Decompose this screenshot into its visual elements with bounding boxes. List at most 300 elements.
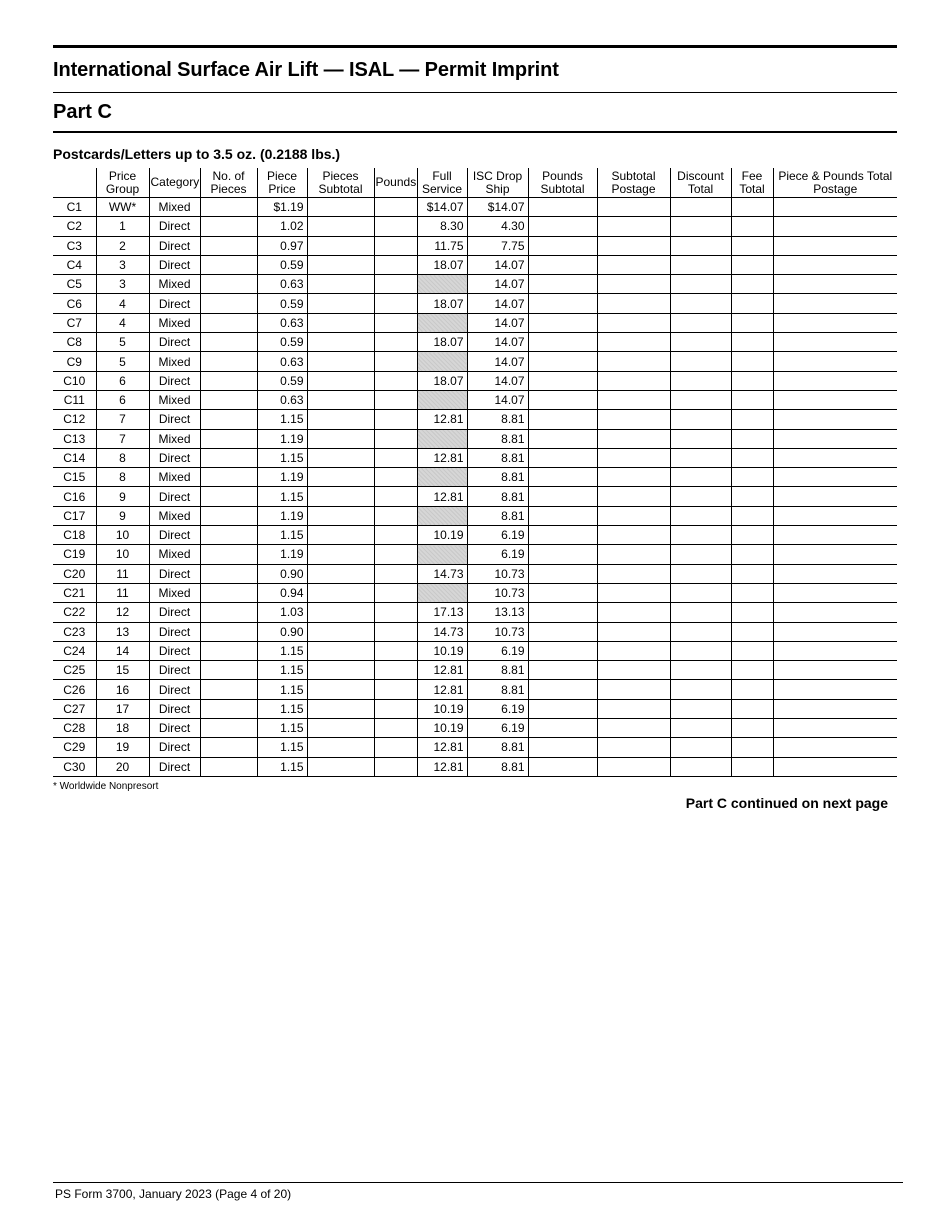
- fee-total-cell[interactable]: [731, 390, 773, 409]
- subtotal-postage-cell[interactable]: [597, 333, 670, 352]
- total-postage-cell[interactable]: [773, 603, 897, 622]
- subtotal-postage-cell[interactable]: [597, 641, 670, 660]
- fee-total-cell[interactable]: [731, 255, 773, 274]
- fee-total-cell[interactable]: [731, 468, 773, 487]
- no-of-pieces-cell[interactable]: [200, 468, 257, 487]
- pounds-subtotal-cell[interactable]: [528, 661, 597, 680]
- pieces-subtotal-cell[interactable]: [307, 719, 374, 738]
- pounds-cell[interactable]: [374, 506, 417, 525]
- total-postage-cell[interactable]: [773, 526, 897, 545]
- table-row: [53, 506, 897, 525]
- no-of-pieces-cell[interactable]: [200, 236, 257, 255]
- fee-total-cell[interactable]: [731, 313, 773, 332]
- pounds-subtotal-cell[interactable]: [528, 448, 597, 467]
- piece-price-cell: 1.15: [257, 661, 307, 680]
- pieces-subtotal-cell[interactable]: [307, 468, 374, 487]
- total-postage-cell[interactable]: [773, 448, 897, 467]
- table-row: [53, 236, 897, 255]
- fee-total-cell[interactable]: [731, 583, 773, 602]
- pounds-cell[interactable]: [374, 294, 417, 313]
- line-number-cell: C28: [53, 719, 96, 738]
- table-row: [53, 217, 897, 236]
- pieces-subtotal-cell[interactable]: [307, 198, 374, 217]
- discount-total-cell[interactable]: [670, 680, 731, 699]
- pounds-cell[interactable]: [374, 371, 417, 390]
- full-service-cell: 12.81: [417, 738, 467, 757]
- piece-price-cell: 1.15: [257, 487, 307, 506]
- pounds-subtotal-cell[interactable]: [528, 390, 597, 409]
- piece-price-cell: 0.90: [257, 564, 307, 583]
- pounds-cell[interactable]: [374, 313, 417, 332]
- total-postage-cell[interactable]: [773, 217, 897, 236]
- no-of-pieces-cell[interactable]: [200, 390, 257, 409]
- pieces-subtotal-cell[interactable]: [307, 275, 374, 294]
- discount-total-cell[interactable]: [670, 738, 731, 757]
- pounds-subtotal-cell[interactable]: [528, 313, 597, 332]
- no-of-pieces-cell[interactable]: [200, 429, 257, 448]
- total-postage-cell[interactable]: [773, 313, 897, 332]
- subtotal-postage-cell[interactable]: [597, 680, 670, 699]
- fee-total-cell[interactable]: [731, 487, 773, 506]
- piece-price-cell: 1.19: [257, 506, 307, 525]
- fee-total-cell[interactable]: [731, 506, 773, 525]
- pounds-cell[interactable]: [374, 255, 417, 274]
- pounds-subtotal-cell[interactable]: [528, 333, 597, 352]
- price-group-cell: 4: [96, 313, 149, 332]
- pounds-cell[interactable]: [374, 198, 417, 217]
- discount-total-cell[interactable]: [670, 275, 731, 294]
- pounds-cell[interactable]: [374, 468, 417, 487]
- no-of-pieces-cell[interactable]: [200, 526, 257, 545]
- line-number-cell: C14: [53, 448, 96, 467]
- no-of-pieces-cell[interactable]: [200, 719, 257, 738]
- fee-total-cell[interactable]: [731, 699, 773, 718]
- pounds-subtotal-cell[interactable]: [528, 352, 597, 371]
- no-of-pieces-cell[interactable]: [200, 622, 257, 641]
- subtotal-postage-cell[interactable]: [597, 564, 670, 583]
- total-postage-cell[interactable]: [773, 255, 897, 274]
- subtotal-postage-cell[interactable]: [597, 255, 670, 274]
- discount-total-cell[interactable]: [670, 526, 731, 545]
- pieces-subtotal-cell[interactable]: [307, 410, 374, 429]
- pieces-subtotal-cell[interactable]: [307, 313, 374, 332]
- subtotal-postage-cell[interactable]: [597, 352, 670, 371]
- pounds-subtotal-cell[interactable]: [528, 198, 597, 217]
- price-group-cell: 18: [96, 719, 149, 738]
- price-group-cell: 6: [96, 371, 149, 390]
- subtotal-postage-cell[interactable]: [597, 468, 670, 487]
- discount-total-cell[interactable]: [670, 371, 731, 390]
- full-service-shaded-cell: [417, 275, 467, 294]
- total-postage-cell[interactable]: [773, 545, 897, 564]
- discount-total-cell[interactable]: [670, 333, 731, 352]
- pounds-subtotal-cell[interactable]: [528, 429, 597, 448]
- pieces-subtotal-cell[interactable]: [307, 583, 374, 602]
- isc-drop-ship-cell: 7.75: [467, 236, 528, 255]
- no-of-pieces-cell[interactable]: [200, 198, 257, 217]
- no-of-pieces-cell[interactable]: [200, 545, 257, 564]
- fee-total-cell[interactable]: [731, 680, 773, 699]
- table-row: [53, 468, 897, 487]
- pieces-subtotal-cell[interactable]: [307, 641, 374, 660]
- piece-price-cell: 1.15: [257, 680, 307, 699]
- pieces-subtotal-cell[interactable]: [307, 603, 374, 622]
- pounds-subtotal-cell[interactable]: [528, 719, 597, 738]
- isc-drop-ship-cell: 6.19: [467, 641, 528, 660]
- part-title: Part C: [53, 101, 112, 123]
- pounds-subtotal-cell[interactable]: [528, 603, 597, 622]
- total-postage-cell[interactable]: [773, 699, 897, 718]
- pieces-subtotal-cell[interactable]: [307, 526, 374, 545]
- full-service-cell: 8.30: [417, 217, 467, 236]
- pounds-cell[interactable]: [374, 410, 417, 429]
- pounds-cell[interactable]: [374, 448, 417, 467]
- category-cell: Mixed: [149, 352, 200, 371]
- discount-total-cell[interactable]: [670, 217, 731, 236]
- total-postage-cell[interactable]: [773, 333, 897, 352]
- pounds-subtotal-cell[interactable]: [528, 564, 597, 583]
- pounds-subtotal-cell[interactable]: [528, 545, 597, 564]
- total-postage-cell[interactable]: [773, 738, 897, 757]
- fee-total-cell[interactable]: [731, 526, 773, 545]
- category-cell: Direct: [149, 217, 200, 236]
- isc-drop-ship-cell: 8.81: [467, 757, 528, 776]
- fee-total-cell[interactable]: [731, 738, 773, 757]
- line-number-cell: C17: [53, 506, 96, 525]
- total-postage-cell[interactable]: [773, 757, 897, 776]
- total-postage-cell[interactable]: [773, 719, 897, 738]
- pieces-subtotal-cell[interactable]: [307, 371, 374, 390]
- no-of-pieces-cell[interactable]: [200, 564, 257, 583]
- no-of-pieces-cell[interactable]: [200, 661, 257, 680]
- fee-total-cell[interactable]: [731, 622, 773, 641]
- pounds-subtotal-cell[interactable]: [528, 371, 597, 390]
- category-cell: Direct: [149, 333, 200, 352]
- fee-total-cell[interactable]: [731, 333, 773, 352]
- pounds-subtotal-cell[interactable]: [528, 255, 597, 274]
- price-group-cell: 7: [96, 410, 149, 429]
- discount-total-cell[interactable]: [670, 294, 731, 313]
- discount-total-cell[interactable]: [670, 661, 731, 680]
- subtotal-postage-cell[interactable]: [597, 719, 670, 738]
- pounds-subtotal-cell[interactable]: [528, 468, 597, 487]
- no-of-pieces-cell[interactable]: [200, 757, 257, 776]
- category-cell: Mixed: [149, 313, 200, 332]
- pounds-cell[interactable]: [374, 564, 417, 583]
- fee-total-cell[interactable]: [731, 371, 773, 390]
- no-of-pieces-cell[interactable]: [200, 738, 257, 757]
- subtotal-postage-cell[interactable]: [597, 603, 670, 622]
- discount-total-cell[interactable]: [670, 198, 731, 217]
- category-cell: Direct: [149, 757, 200, 776]
- table-row: [53, 661, 897, 680]
- piece-price-cell: 0.63: [257, 390, 307, 409]
- discount-total-cell[interactable]: [670, 313, 731, 332]
- no-of-pieces-cell[interactable]: [200, 410, 257, 429]
- pounds-cell[interactable]: [374, 719, 417, 738]
- pounds-cell[interactable]: [374, 352, 417, 371]
- pieces-subtotal-cell[interactable]: [307, 217, 374, 236]
- fee-total-cell[interactable]: [731, 217, 773, 236]
- line-number-cell: C8: [53, 333, 96, 352]
- pieces-subtotal-cell[interactable]: [307, 294, 374, 313]
- pounds-cell[interactable]: [374, 487, 417, 506]
- pounds-cell[interactable]: [374, 429, 417, 448]
- no-of-pieces-cell[interactable]: [200, 641, 257, 660]
- pounds-subtotal-cell[interactable]: [528, 757, 597, 776]
- pieces-subtotal-cell[interactable]: [307, 699, 374, 718]
- total-postage-cell[interactable]: [773, 410, 897, 429]
- isc-drop-ship-cell: 14.07: [467, 333, 528, 352]
- pounds-cell[interactable]: [374, 680, 417, 699]
- discount-total-cell[interactable]: [670, 603, 731, 622]
- column-header-pounds-subtotal: Pounds Subtotal: [528, 168, 597, 198]
- pounds-cell[interactable]: [374, 738, 417, 757]
- pieces-subtotal-cell[interactable]: [307, 236, 374, 255]
- fee-total-cell[interactable]: [731, 429, 773, 448]
- discount-total-cell[interactable]: [670, 545, 731, 564]
- pounds-cell[interactable]: [374, 757, 417, 776]
- total-postage-cell[interactable]: [773, 198, 897, 217]
- pieces-subtotal-cell[interactable]: [307, 564, 374, 583]
- no-of-pieces-cell[interactable]: [200, 506, 257, 525]
- price-group-cell: 8: [96, 468, 149, 487]
- subtotal-postage-cell[interactable]: [597, 622, 670, 641]
- fee-total-cell[interactable]: [731, 603, 773, 622]
- pieces-subtotal-cell[interactable]: [307, 680, 374, 699]
- pounds-subtotal-cell[interactable]: [528, 641, 597, 660]
- category-cell: Direct: [149, 641, 200, 660]
- pounds-cell[interactable]: [374, 217, 417, 236]
- total-postage-cell[interactable]: [773, 371, 897, 390]
- discount-total-cell[interactable]: [670, 719, 731, 738]
- no-of-pieces-cell[interactable]: [200, 333, 257, 352]
- fee-total-cell[interactable]: [731, 641, 773, 660]
- column-header-pounds: Pounds: [374, 168, 417, 198]
- subtotal-postage-cell[interactable]: [597, 448, 670, 467]
- discount-total-cell[interactable]: [670, 506, 731, 525]
- subtotal-postage-cell[interactable]: [597, 410, 670, 429]
- table-row: [53, 622, 897, 641]
- total-postage-cell[interactable]: [773, 680, 897, 699]
- pieces-subtotal-cell[interactable]: [307, 333, 374, 352]
- no-of-pieces-cell[interactable]: [200, 603, 257, 622]
- pounds-cell[interactable]: [374, 699, 417, 718]
- piece-price-cell: $1.19: [257, 198, 307, 217]
- line-number-cell: C20: [53, 564, 96, 583]
- pounds-cell[interactable]: [374, 661, 417, 680]
- pounds-cell[interactable]: [374, 622, 417, 641]
- discount-total-cell[interactable]: [670, 390, 731, 409]
- pounds-cell[interactable]: [374, 526, 417, 545]
- pieces-subtotal-cell[interactable]: [307, 622, 374, 641]
- no-of-pieces-cell[interactable]: [200, 313, 257, 332]
- pounds-cell[interactable]: [374, 603, 417, 622]
- isc-drop-ship-cell: 8.81: [467, 448, 528, 467]
- subtotal-postage-cell[interactable]: [597, 526, 670, 545]
- line-number-cell: C29: [53, 738, 96, 757]
- no-of-pieces-cell[interactable]: [200, 487, 257, 506]
- discount-total-cell[interactable]: [670, 236, 731, 255]
- total-postage-cell[interactable]: [773, 564, 897, 583]
- total-postage-cell[interactable]: [773, 352, 897, 371]
- discount-total-cell[interactable]: [670, 352, 731, 371]
- pounds-subtotal-cell[interactable]: [528, 506, 597, 525]
- fee-total-cell[interactable]: [731, 294, 773, 313]
- pieces-subtotal-cell[interactable]: [307, 390, 374, 409]
- total-postage-cell[interactable]: [773, 468, 897, 487]
- discount-total-cell[interactable]: [670, 448, 731, 467]
- line-number-cell: C13: [53, 429, 96, 448]
- discount-total-cell[interactable]: [670, 564, 731, 583]
- subtotal-postage-cell[interactable]: [597, 198, 670, 217]
- price-group-cell: 8: [96, 448, 149, 467]
- full-service-cell: 18.07: [417, 255, 467, 274]
- pieces-subtotal-cell[interactable]: [307, 661, 374, 680]
- pieces-subtotal-cell[interactable]: [307, 429, 374, 448]
- subtotal-postage-cell[interactable]: [597, 738, 670, 757]
- no-of-pieces-cell[interactable]: [200, 294, 257, 313]
- subtotal-postage-cell[interactable]: [597, 699, 670, 718]
- pounds-cell[interactable]: [374, 390, 417, 409]
- isc-drop-ship-cell: $14.07: [467, 198, 528, 217]
- pounds-subtotal-cell[interactable]: [528, 680, 597, 699]
- subtotal-postage-cell[interactable]: [597, 390, 670, 409]
- pounds-cell[interactable]: [374, 641, 417, 660]
- subtotal-postage-cell[interactable]: [597, 583, 670, 602]
- total-postage-cell[interactable]: [773, 294, 897, 313]
- table-row: [53, 448, 897, 467]
- subtotal-postage-cell[interactable]: [597, 236, 670, 255]
- fee-total-cell[interactable]: [731, 545, 773, 564]
- fee-total-cell[interactable]: [731, 198, 773, 217]
- pieces-subtotal-cell[interactable]: [307, 757, 374, 776]
- subtotal-postage-cell[interactable]: [597, 313, 670, 332]
- pounds-cell[interactable]: [374, 236, 417, 255]
- pieces-subtotal-cell[interactable]: [307, 487, 374, 506]
- subtotal-postage-cell[interactable]: [597, 506, 670, 525]
- pounds-subtotal-cell[interactable]: [528, 294, 597, 313]
- isc-drop-ship-cell: 8.81: [467, 661, 528, 680]
- no-of-pieces-cell[interactable]: [200, 583, 257, 602]
- subtotal-postage-cell[interactable]: [597, 275, 670, 294]
- pounds-subtotal-cell[interactable]: [528, 236, 597, 255]
- fee-total-cell[interactable]: [731, 275, 773, 294]
- line-number-cell: C23: [53, 622, 96, 641]
- fee-total-cell[interactable]: [731, 410, 773, 429]
- discount-total-cell[interactable]: [670, 468, 731, 487]
- subtotal-postage-cell[interactable]: [597, 545, 670, 564]
- discount-total-cell[interactable]: [670, 255, 731, 274]
- table-row: [53, 564, 897, 583]
- no-of-pieces-cell[interactable]: [200, 255, 257, 274]
- total-postage-cell[interactable]: [773, 583, 897, 602]
- pieces-subtotal-cell[interactable]: [307, 506, 374, 525]
- total-postage-cell[interactable]: [773, 275, 897, 294]
- total-postage-cell[interactable]: [773, 506, 897, 525]
- pounds-subtotal-cell[interactable]: [528, 526, 597, 545]
- pounds-subtotal-cell[interactable]: [528, 583, 597, 602]
- pounds-cell[interactable]: [374, 545, 417, 564]
- price-group-cell: 19: [96, 738, 149, 757]
- discount-total-cell[interactable]: [670, 429, 731, 448]
- pounds-subtotal-cell[interactable]: [528, 622, 597, 641]
- total-postage-cell[interactable]: [773, 661, 897, 680]
- full-service-cell: 12.81: [417, 680, 467, 699]
- pounds-subtotal-cell[interactable]: [528, 275, 597, 294]
- category-cell: Mixed: [149, 390, 200, 409]
- line-number-cell: C24: [53, 641, 96, 660]
- pounds-subtotal-cell[interactable]: [528, 738, 597, 757]
- no-of-pieces-cell[interactable]: [200, 217, 257, 236]
- pounds-cell[interactable]: [374, 583, 417, 602]
- no-of-pieces-cell[interactable]: [200, 275, 257, 294]
- discount-total-cell[interactable]: [670, 583, 731, 602]
- no-of-pieces-cell[interactable]: [200, 371, 257, 390]
- fee-total-cell[interactable]: [731, 719, 773, 738]
- pieces-subtotal-cell[interactable]: [307, 448, 374, 467]
- subtotal-postage-cell[interactable]: [597, 294, 670, 313]
- total-postage-cell[interactable]: [773, 622, 897, 641]
- subtotal-postage-cell[interactable]: [597, 217, 670, 236]
- fee-total-cell[interactable]: [731, 661, 773, 680]
- fee-total-cell[interactable]: [731, 757, 773, 776]
- no-of-pieces-cell[interactable]: [200, 352, 257, 371]
- price-group-cell: 15: [96, 661, 149, 680]
- pounds-cell[interactable]: [374, 275, 417, 294]
- subtotal-postage-cell[interactable]: [597, 757, 670, 776]
- fee-total-cell[interactable]: [731, 236, 773, 255]
- fee-total-cell[interactable]: [731, 448, 773, 467]
- subtotal-postage-cell[interactable]: [597, 661, 670, 680]
- full-service-cell: 14.73: [417, 622, 467, 641]
- pounds-subtotal-cell[interactable]: [528, 487, 597, 506]
- total-postage-cell[interactable]: [773, 429, 897, 448]
- pounds-subtotal-cell[interactable]: [528, 410, 597, 429]
- table-row: [53, 757, 897, 776]
- subtotal-postage-cell[interactable]: [597, 371, 670, 390]
- line-number-cell: C12: [53, 410, 96, 429]
- discount-total-cell[interactable]: [670, 699, 731, 718]
- pieces-subtotal-cell[interactable]: [307, 255, 374, 274]
- no-of-pieces-cell[interactable]: [200, 680, 257, 699]
- fee-total-cell[interactable]: [731, 352, 773, 371]
- pounds-subtotal-cell[interactable]: [528, 699, 597, 718]
- subtotal-postage-cell[interactable]: [597, 487, 670, 506]
- pieces-subtotal-cell[interactable]: [307, 352, 374, 371]
- discount-total-cell[interactable]: [670, 622, 731, 641]
- discount-total-cell[interactable]: [670, 757, 731, 776]
- total-postage-cell[interactable]: [773, 487, 897, 506]
- full-service-cell: 10.19: [417, 719, 467, 738]
- pieces-subtotal-cell[interactable]: [307, 738, 374, 757]
- no-of-pieces-cell[interactable]: [200, 448, 257, 467]
- pounds-cell[interactable]: [374, 333, 417, 352]
- discount-total-cell[interactable]: [670, 641, 731, 660]
- price-group-cell: 12: [96, 603, 149, 622]
- total-postage-cell[interactable]: [773, 641, 897, 660]
- fee-total-cell[interactable]: [731, 564, 773, 583]
- total-postage-cell[interactable]: [773, 236, 897, 255]
- no-of-pieces-cell[interactable]: [200, 699, 257, 718]
- price-group-cell: 2: [96, 236, 149, 255]
- total-postage-cell[interactable]: [773, 390, 897, 409]
- pounds-subtotal-cell[interactable]: [528, 217, 597, 236]
- subtotal-postage-cell[interactable]: [597, 429, 670, 448]
- discount-total-cell[interactable]: [670, 410, 731, 429]
- discount-total-cell[interactable]: [670, 487, 731, 506]
- pieces-subtotal-cell[interactable]: [307, 545, 374, 564]
